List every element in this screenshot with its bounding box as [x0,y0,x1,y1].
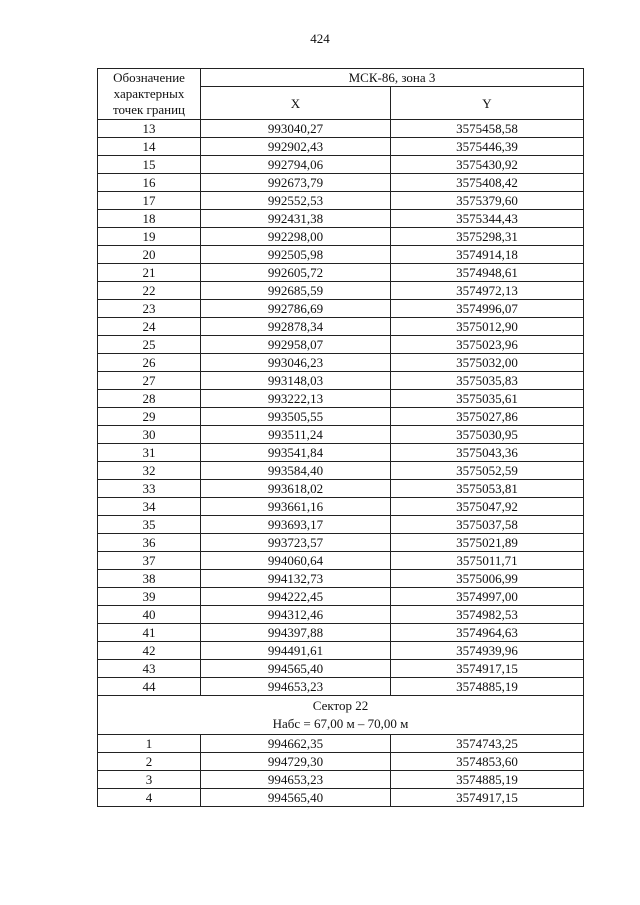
y-coordinate-cell: 3575047,92 [391,498,584,516]
table-row [98,300,584,318]
table-row [98,624,584,642]
table-row [98,210,584,228]
table-row [98,534,584,552]
table-row [98,192,584,210]
y-coordinate-cell: 3575021,89 [391,534,584,552]
designation-header: Обозначение характерных точек границ [98,69,201,120]
point-number-cell: 23 [98,300,201,318]
x-coordinate-cell: 992431,38 [201,210,391,228]
x-coordinate-cell: 992878,34 [201,318,391,336]
section-block [98,696,584,735]
point-number-cell: 29 [98,408,201,426]
table-row [98,138,584,156]
y-coordinate-cell: 3575006,99 [391,570,584,588]
x-coordinate-cell: 993148,03 [201,372,391,390]
point-number-cell: 19 [98,228,201,246]
point-number-cell: 38 [98,570,201,588]
crs-header: МСК-86, зона 3 [201,69,584,87]
x-coordinate-cell: 993511,24 [201,426,391,444]
section-title: Сектор 22 [312,698,369,713]
y-coordinate-cell: 3574939,96 [391,642,584,660]
x-coordinate-cell: 992673,79 [201,174,391,192]
table-row [98,426,584,444]
x-coordinate-cell: 994060,64 [201,552,391,570]
x-coordinate-cell: 994565,40 [201,789,391,807]
point-number-cell: 26 [98,354,201,372]
x-coordinate-cell: 993222,13 [201,390,391,408]
table-row [98,753,584,771]
x-coordinate-cell: 992902,43 [201,138,391,156]
y-coordinate-cell: 3575446,39 [391,138,584,156]
x-coordinate-cell: 992786,69 [201,300,391,318]
point-number-cell: 16 [98,174,201,192]
table-row [98,660,584,678]
table-row [98,318,584,336]
y-coordinate-cell: 3574917,15 [391,789,584,807]
y-coordinate-cell: 3575408,42 [391,174,584,192]
y-coordinate-cell: 3575298,31 [391,228,584,246]
x-coordinate-cell: 994729,30 [201,753,391,771]
x-coordinate-cell: 992298,00 [201,228,391,246]
y-coordinate-cell: 3575035,61 [391,390,584,408]
x-coordinate-cell: 994222,45 [201,588,391,606]
y-coordinate-cell: 3574948,61 [391,264,584,282]
y-coordinate-cell: 3575030,95 [391,426,584,444]
table-row [98,390,584,408]
x-coordinate-cell: 993046,23 [201,354,391,372]
table-row [98,174,584,192]
y-coordinate-cell: 3574743,25 [391,735,584,753]
x-coordinate-cell: 992505,98 [201,246,391,264]
table-row [98,408,584,426]
y-coordinate-cell: 3574885,19 [391,771,584,789]
table-row [98,480,584,498]
x-coordinate-cell: 993661,16 [201,498,391,516]
y-coordinate-cell: 3575043,36 [391,444,584,462]
table-row [98,498,584,516]
point-number-cell: 30 [98,426,201,444]
x-coordinate-cell: 994565,40 [201,660,391,678]
point-number-cell: 15 [98,156,201,174]
point-number-cell: 14 [98,138,201,156]
y-coordinate-cell: 3575430,92 [391,156,584,174]
y-coordinate-cell: 3574997,00 [391,588,584,606]
table-row [98,678,584,696]
y-coordinate-cell: 3575379,60 [391,192,584,210]
table-row [98,516,584,534]
table-row [98,228,584,246]
point-number-cell: 25 [98,336,201,354]
x-coordinate-cell: 992794,06 [201,156,391,174]
section-row [98,696,584,735]
point-number-cell: 43 [98,660,201,678]
x-coordinate-cell: 993040,27 [201,120,391,138]
y-coordinate-cell: 3575032,00 [391,354,584,372]
x-coordinate-cell: 993723,57 [201,534,391,552]
point-number-cell: 18 [98,210,201,228]
point-number-cell: 40 [98,606,201,624]
point-number-cell: 33 [98,480,201,498]
point-number-cell: 31 [98,444,201,462]
y-coordinate-cell: 3575035,83 [391,372,584,390]
y-coordinate-cell: 3574917,15 [391,660,584,678]
point-number-cell: 36 [98,534,201,552]
x-coordinate-cell: 993584,40 [201,462,391,480]
point-number-cell: 28 [98,390,201,408]
point-number-cell: 42 [98,642,201,660]
y-coordinate-cell: 3575037,58 [391,516,584,534]
table-row [98,336,584,354]
table-body-main [98,120,584,696]
table-row [98,264,584,282]
page-number: 424 [310,31,330,46]
table-row [98,282,584,300]
point-number-cell: 17 [98,192,201,210]
x-header: X [201,87,391,120]
y-coordinate-cell: 3574982,53 [391,606,584,624]
y-coordinate-cell: 3574885,19 [391,678,584,696]
table-row [98,120,584,138]
point-number-cell: 20 [98,246,201,264]
table-row [98,156,584,174]
table-row [98,735,584,753]
point-number-cell: 13 [98,120,201,138]
point-number-cell: 44 [98,678,201,696]
table-row [98,588,584,606]
y-coordinate-cell: 3575458,58 [391,120,584,138]
x-coordinate-cell: 992552,53 [201,192,391,210]
y-coordinate-cell: 3575012,90 [391,318,584,336]
point-number-cell: 22 [98,282,201,300]
table-row [98,444,584,462]
table-row [98,354,584,372]
table-row [98,789,584,807]
table-row [98,771,584,789]
point-number-cell: 24 [98,318,201,336]
y-coordinate-cell: 3575053,81 [391,480,584,498]
x-coordinate-cell: 994653,23 [201,771,391,789]
x-coordinate-cell: 993693,17 [201,516,391,534]
point-number-cell: 1 [98,735,201,753]
point-number-cell: 39 [98,588,201,606]
y-coordinate-cell: 3574996,07 [391,300,584,318]
table-row [98,570,584,588]
y-coordinate-cell: 3575011,71 [391,552,584,570]
y-header: Y [391,87,584,120]
table-row [98,642,584,660]
x-coordinate-cell: 994397,88 [201,624,391,642]
table-row [98,462,584,480]
x-coordinate-cell: 994653,23 [201,678,391,696]
table-header-row [98,69,584,87]
y-coordinate-cell: 3575027,86 [391,408,584,426]
x-coordinate-cell: 994662,35 [201,735,391,753]
y-coordinate-cell: 3575023,96 [391,336,584,354]
coordinates-table [97,68,584,807]
table-row [98,246,584,264]
x-coordinate-cell: 994491,61 [201,642,391,660]
point-number-cell: 35 [98,516,201,534]
y-coordinate-cell: 3574972,13 [391,282,584,300]
table-row [98,372,584,390]
y-coordinate-cell: 3575052,59 [391,462,584,480]
point-number-cell: 37 [98,552,201,570]
point-number-cell: 3 [98,771,201,789]
x-coordinate-cell: 993541,84 [201,444,391,462]
point-number-cell: 4 [98,789,201,807]
y-coordinate-cell: 3574964,63 [391,624,584,642]
point-number-cell: 27 [98,372,201,390]
x-coordinate-cell: 992958,07 [201,336,391,354]
point-number-cell: 32 [98,462,201,480]
y-coordinate-cell: 3574914,18 [391,246,584,264]
table-row [98,606,584,624]
x-coordinate-cell: 993618,02 [201,480,391,498]
x-coordinate-cell: 994312,46 [201,606,391,624]
y-coordinate-cell: 3575344,43 [391,210,584,228]
x-coordinate-cell: 994132,73 [201,570,391,588]
point-number-cell: 41 [98,624,201,642]
x-coordinate-cell: 992685,59 [201,282,391,300]
table-row [98,552,584,570]
x-coordinate-cell: 993505,55 [201,408,391,426]
y-coordinate-cell: 3574853,60 [391,753,584,771]
section-subtitle: Набс = 67,00 м – 70,00 м [272,716,409,731]
point-number-cell: 21 [98,264,201,282]
x-coordinate-cell: 992605,72 [201,264,391,282]
point-number-cell: 34 [98,498,201,516]
table-body-sector [98,735,584,807]
section-cell [98,696,584,735]
point-number-cell: 2 [98,753,201,771]
